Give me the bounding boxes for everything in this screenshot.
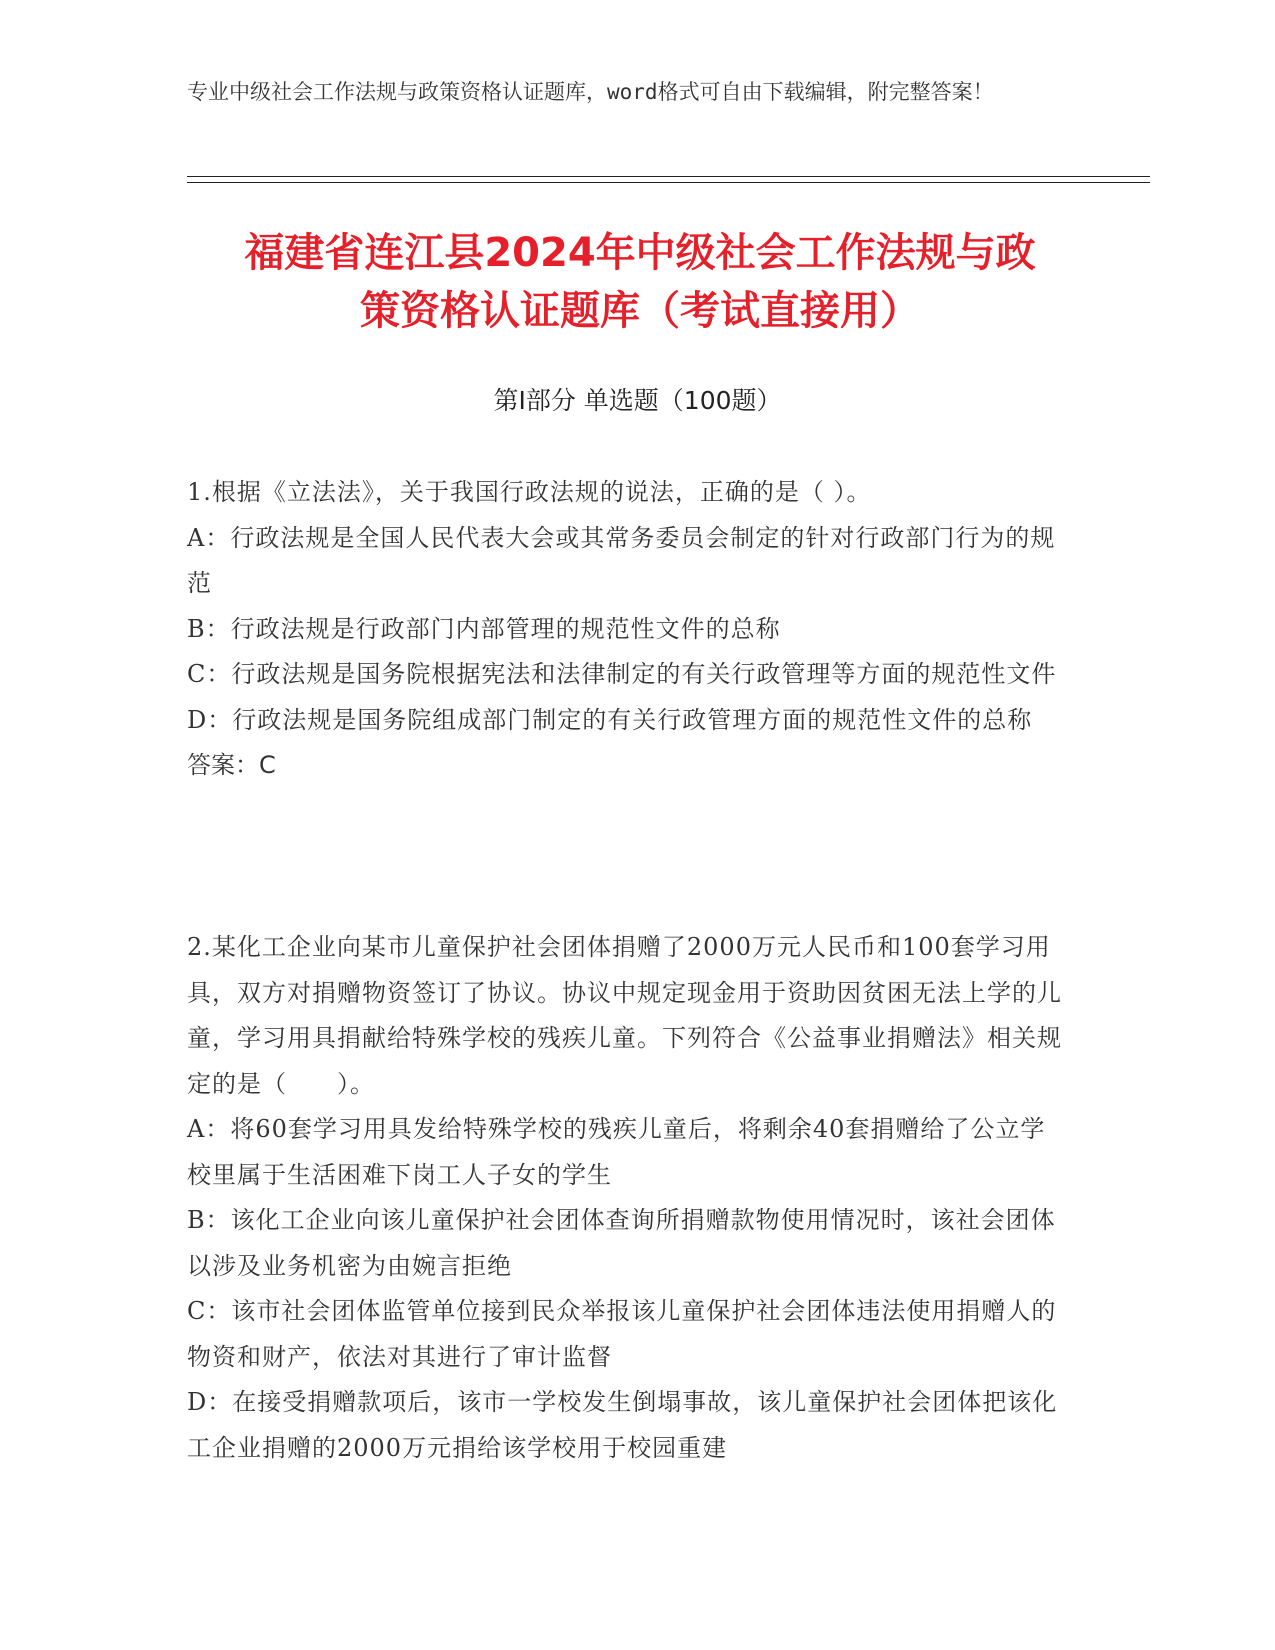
header-note: 专业中级社会工作法规与政策资格认证题库，word格式可自由下载编辑，附完整答案！ — [187, 80, 994, 104]
answer: 答案：C — [187, 751, 276, 779]
question-stem: 2.某化工企业向某市儿童保护社会团体捐赠了2000万元人民币和100套学习用具，双方对捐赠物资签订了协议。协议中规定现金用于资助因贫困无法上学的儿童，学习用具捐献给特殊学校的残疾儿童。下列符合《公益事业捐赠法》相关规定的是（ ）。 — [187, 933, 1062, 1098]
header-divider-top — [187, 176, 1150, 177]
document-title-line-2: 策资格认证题库（考试直接用） — [360, 288, 920, 334]
document-title-line-1: 福建省连江县2024年中级社会工作法规与政 — [244, 230, 1036, 276]
option-c: C：该市社会团体监管单位接到民众举报该儿童保护社会团体违法使用捐赠人的物资和财产，依法对其进行了审计监督 — [187, 1297, 1057, 1371]
question-1 — [187, 470, 1067, 789]
question-stem: 1.根据《立法法》，关于我国行政法规的说法，正确的是（ ）。 — [187, 478, 872, 506]
option-a: A：行政法规是全国人民代表大会或其常务委员会制定的针对行政部门行为的规范 — [187, 523, 1056, 597]
option-d: D：行政法规是国务院组成部门制定的有关行政管理方面的规范性文件的总称 — [187, 705, 1033, 734]
header-divider-bottom — [187, 182, 1150, 183]
document-title — [180, 224, 1100, 340]
option-d: D：在接受捐赠款项后，该市一学校发生倒塌事故，该儿童保护社会团体把该化工企业捐赠的2000万元捐给该学校用于校园重建 — [187, 1388, 1058, 1462]
option-b: B：该化工企业向该儿童保护社会团体查询所捐赠款物使用情况时，该社会团体以涉及业务机密为由婉言拒绝 — [187, 1206, 1056, 1280]
option-b: B：行政法规是行政部门内部管理的规范性文件的总称 — [187, 614, 781, 643]
option-a: A：将60套学习用具发给特殊学校的残疾儿童后，将剩余40套捐赠给了公立学校里属于生活困难下岗工人子女的学生 — [187, 1115, 1046, 1189]
question-2 — [187, 925, 1067, 1471]
section-title: 第Ⅰ部分 单选题（100题） — [493, 386, 782, 415]
option-c: C：行政法规是国务院根据宪法和法律制定的有关行政管理等方面的规范性文件 — [187, 660, 1057, 688]
